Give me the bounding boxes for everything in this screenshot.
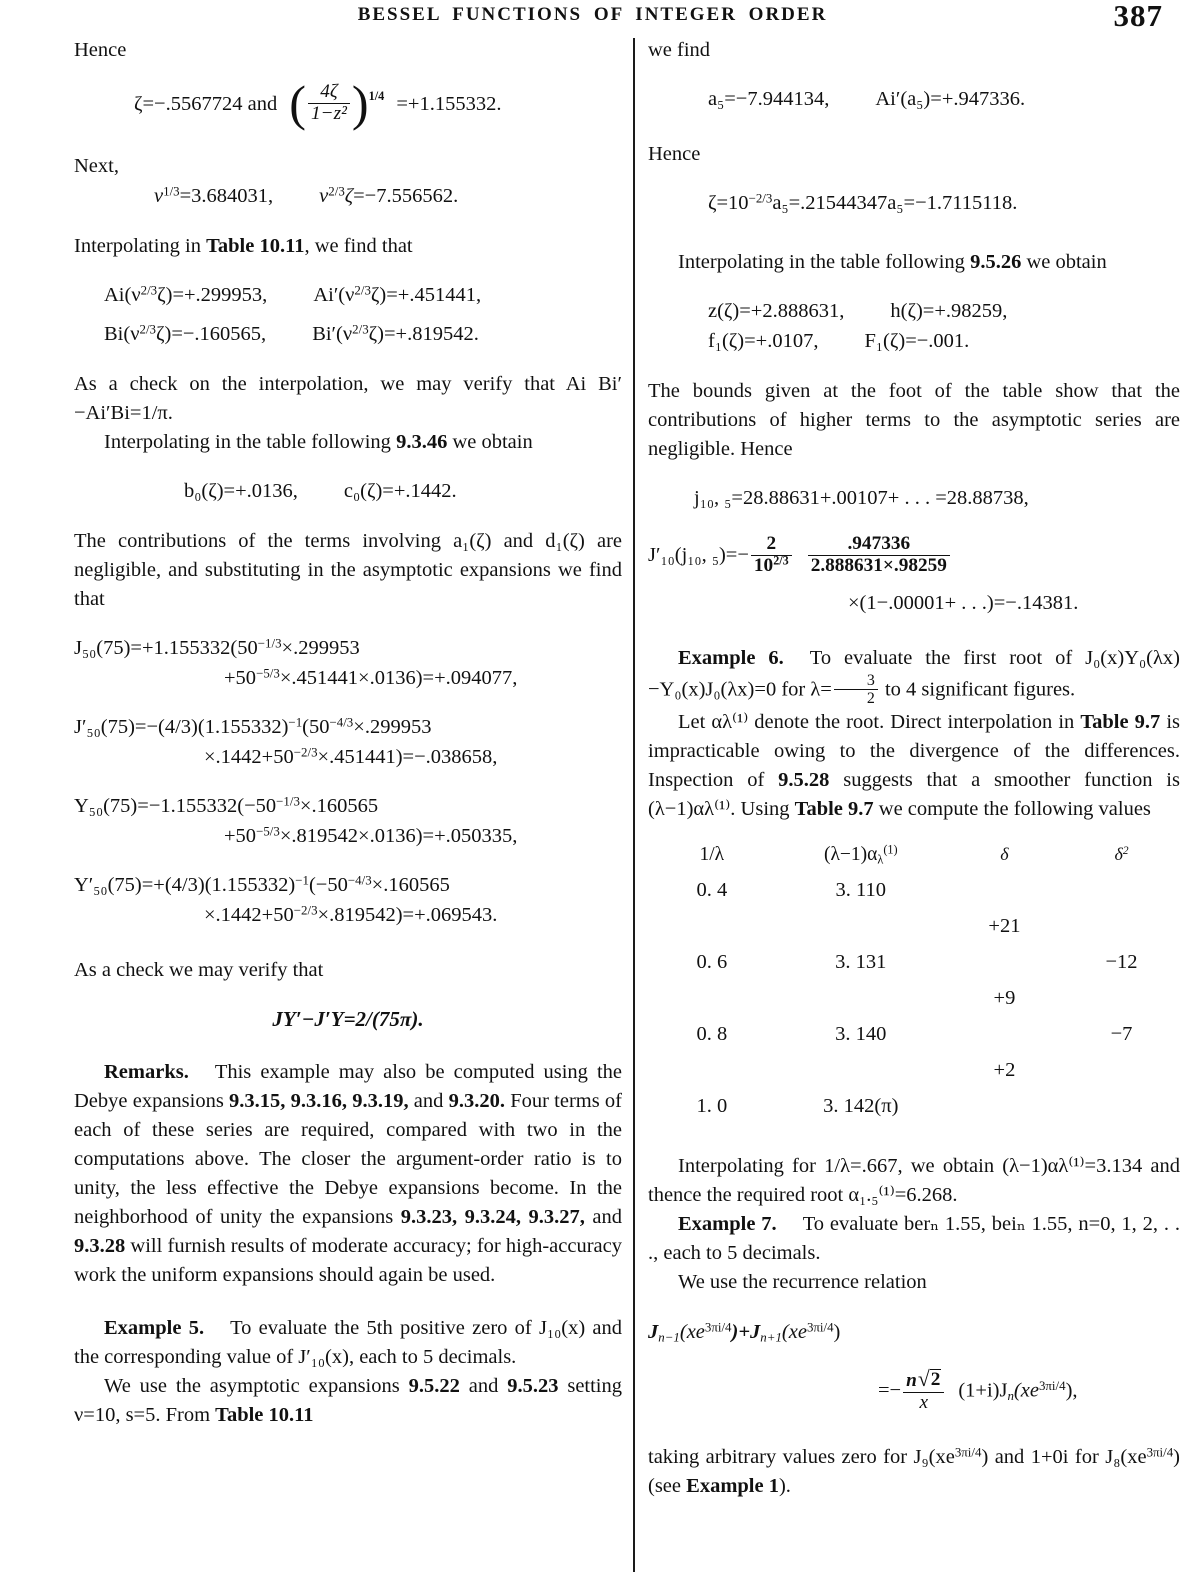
recur-sub-n-minus-1: n−1 (658, 1329, 680, 1345)
Y50-result: ×.819542×.0136)=+.050335, (279, 824, 518, 847)
J50-line1-rest: ×.299953 (281, 636, 360, 659)
ai-prime-symbol: Ai′ (313, 283, 339, 306)
cell-value (776, 980, 946, 1016)
zeta-exponent: −2/3 (748, 190, 773, 206)
example5-text-2a: We use the asymptotic expansions (104, 1374, 409, 1397)
example6-paragraph-2 (648, 708, 1180, 824)
interp-9526-post: we obtain (1021, 251, 1107, 273)
f1-zeta-value: f₁(ζ)=+.0107, (708, 330, 819, 352)
recur-arg-open-1: (xe (679, 1321, 705, 1344)
frac2-numerator: .947336 (847, 533, 911, 554)
example6-text-2d: we compute the following values (873, 798, 1151, 821)
fraction-2-over-10-two-thirds (751, 534, 792, 577)
recur-plus-J-2: )+J (731, 1321, 761, 1344)
equation-J50prime-line1 (74, 712, 622, 742)
recur-exponent-2: 3πi/4 (806, 1319, 834, 1335)
closing-paragraph (648, 1443, 1180, 1501)
next-label: Next, (74, 154, 119, 177)
Y50p-exponent-3: −2/3 (293, 901, 318, 917)
interp-9346-post: we obtain (447, 430, 533, 453)
header-col4-sup: 2 (1122, 845, 1129, 858)
table-row (648, 1052, 1180, 1088)
cell-value (776, 908, 946, 944)
frac1-numerator: 2 (766, 533, 777, 554)
big-parenthesis-group (289, 74, 385, 131)
cell-value: 3. 140 (835, 1023, 887, 1046)
ai-arg-exponent: 2/3 (140, 281, 158, 297)
Y50-exponent-2: −5/3 (256, 822, 280, 838)
fraction-n-sqrt2-over-x (903, 1368, 944, 1414)
nu-exponent-2: 2/3 (328, 182, 345, 198)
equation-zeta-quarter-power (74, 74, 622, 131)
Y50-line1-rest: ×.160565 (299, 794, 379, 817)
cell-delta2 (1063, 908, 1180, 944)
J50-lhs: J₅₀(75)=+1.155332(50 (74, 636, 258, 659)
recur-rhs-exponent: 3πi/4 (1038, 1377, 1066, 1393)
cell-x: 1. 0 (696, 1095, 728, 1118)
recur-J-1: J (648, 1321, 659, 1344)
aip-arg-close: ζ) (370, 283, 387, 306)
recur-arg-open-2: (xe (781, 1321, 807, 1344)
interpolating-table-1011-line: Interpolating in Table 10.11, we find that (74, 234, 413, 257)
header-col2-base: (λ−1)α (823, 844, 878, 866)
bi-value: =−.160565, (171, 322, 267, 345)
equation-J10prime-line1 (648, 535, 1180, 578)
equation-a5-row (648, 84, 1180, 114)
table-head (648, 840, 1180, 872)
equation-b0-c0 (74, 476, 622, 506)
cell-delta2 (1063, 1052, 1180, 1088)
J10p-lhs: J′₁₀(j₁₀, ₅)=− (648, 544, 749, 566)
ai-arg-close: ζ) (157, 283, 173, 306)
bi-prime-value: =+.819542. (383, 322, 479, 345)
cell-delta: +9 (993, 987, 1016, 1010)
Y50-line2-pre: +50 (224, 824, 257, 847)
zeta-value: ζ=−.5567724 and (134, 93, 278, 115)
ref-group-1: 9.3.15, 9.3.16, 9.3.19, (229, 1089, 409, 1112)
example5-text: To evaluate the 5th positive zero of J₁₀(x) and the corresponding value of J′₁₀(x), each to 5 decimals. (74, 1316, 622, 1368)
Y50p-lhs: Y′₅₀(75)=+(4/3)(1.155332) (74, 873, 296, 896)
recur-arg-close-2: ) (833, 1321, 841, 1344)
header-delta: δ (1000, 844, 1009, 865)
nu-symbol-2: ν (319, 184, 329, 207)
table-header-row (648, 840, 1180, 872)
bi-symbol: Bi (104, 322, 124, 345)
bi-arg-close: ζ) (155, 322, 172, 345)
ref-table-97-b: Table 9.7 (794, 798, 874, 821)
zeta-lhs: ζ=10 (708, 192, 749, 214)
cell-value: 3. 131 (835, 951, 887, 974)
table-ref-1011: Table 10.11 (206, 234, 305, 257)
bip-arg-close: ζ) (368, 322, 384, 345)
equation-zeta-a5 (648, 188, 1180, 218)
equation-Y50-line1 (74, 791, 622, 821)
J50p-line1-mid: (50 (302, 715, 330, 738)
nu-symbol-1: ν (154, 184, 164, 207)
ref-group-4: 9.3.28 (74, 1234, 126, 1257)
bip-arg-open: (ν (336, 322, 353, 345)
bi-arg-exponent: 2/3 (139, 320, 156, 336)
F1-zeta-value: F₁(ζ)=−.001. (864, 330, 970, 352)
cell-delta (946, 1088, 1063, 1124)
body-area (0, 36, 1185, 1572)
remarks-text-3: Four terms of each of these series are required, compared with two in the computations above. The closer the argument-order ratio is to unity, the less effective the Debye expansions become. In the neighborhood of unity the expansions (74, 1089, 622, 1228)
fraction-4zeta-over-1-minus-z2 (308, 82, 350, 125)
equation-Y50prime-line2 (74, 900, 622, 930)
nu-exponent-1: 1/3 (163, 182, 180, 198)
cell-x (648, 980, 776, 1016)
header-col2-sub: λ (877, 852, 884, 867)
Y50p-result: ×.819542)=+.069543. (317, 903, 498, 926)
table-row (648, 944, 1180, 980)
equation-j10-5: j₁₀, ₅=28.88631+.00107+ . . . =28.88738, (694, 487, 1029, 509)
header-col2-sup: (1) (883, 842, 898, 857)
check-verify-paragraph: As a check we may verify that (74, 958, 324, 981)
J50p-lhs: J′₅₀(75)=−(4/3)(1.155332) (74, 715, 289, 738)
interp-9346-pre: Interpolating in the table following (104, 430, 397, 453)
page-header (0, 0, 1185, 34)
fraction-947336-over-product (808, 534, 950, 577)
example7-paragraph (648, 1210, 1180, 1268)
cell-x (648, 1052, 776, 1088)
cell-value: 3. 142(π) (823, 1095, 899, 1118)
zeta-rest: a₅=.21544347a₅=−1.7115118. (772, 192, 1018, 214)
Y50p-line1-mid: (−50 (308, 873, 348, 896)
lambda-num: 3 (866, 671, 875, 689)
J50p-exponent-1: −1 (288, 713, 303, 729)
left-column (74, 36, 622, 1430)
aip-arg-exponent: 2/3 (354, 281, 371, 297)
J50-exponent-1: −1/3 (257, 634, 282, 650)
hence-label: Hence (74, 39, 127, 61)
lambda-den: 2 (834, 689, 878, 707)
table-row (648, 1016, 1180, 1052)
remarks-text-5: will furnish results of moderate accuracy; for high-accuracy work the uniform expansions should again be used. (74, 1234, 622, 1286)
ref-table-1011-b: Table 10.11 (215, 1403, 314, 1426)
frac-num-n-sqrt2 (903, 1368, 944, 1392)
ref-9526: 9.5.26 (970, 251, 1022, 273)
J50-result: ×.451441×.0136)=+.094077, (279, 666, 518, 689)
cell-delta (946, 872, 1063, 908)
table-row (648, 1088, 1180, 1124)
interpolating-9346-paragraph (74, 428, 622, 457)
cell-x (648, 908, 776, 944)
interpolating-9526-paragraph (648, 248, 1180, 277)
cell-x: 0. 4 (696, 879, 728, 902)
fraction-denominator: 1−z² (308, 103, 350, 125)
example6-text-2b: is impracticable owing to the divergence of the differences. Inspection of (648, 711, 1180, 792)
equation-J10prime-line2: ×(1−.00001+ . . .)=−.14381. (848, 591, 1079, 614)
frac1-den-exponent: 2/3 (773, 553, 789, 568)
ref-9522: 9.5.22 (408, 1374, 460, 1397)
running-head: BESSEL FUNCTIONS OF INTEGER ORDER (357, 4, 828, 25)
zeta-equation-result: =+1.155332. (396, 93, 502, 115)
J50p-exponent-3: −2/3 (293, 743, 318, 759)
example7-label: Example 7. (678, 1213, 777, 1236)
cell-delta2: −12 (1105, 951, 1138, 974)
aip-arg-open: (ν (338, 283, 355, 306)
table-row (648, 980, 1180, 1016)
fraction-three-halves (834, 672, 878, 708)
difference-table (648, 840, 1180, 1124)
a5-value: a₅=−7.944134, (708, 88, 830, 110)
frac2-denominator: 2.888631×.98259 (808, 555, 950, 577)
example5-paragraph-2 (74, 1372, 622, 1430)
cell-value (776, 1052, 946, 1088)
nu-cube-root-value: =3.684031, (179, 184, 274, 207)
Y50p-exponent-1: −1 (295, 871, 309, 887)
Y50p-line1-rest: ×.160565 (371, 873, 450, 896)
recur-rhs-sub-n: n (1007, 1388, 1014, 1404)
remarks-label: Remarks. (104, 1060, 189, 1083)
equation-J50prime-line2 (74, 742, 622, 772)
ai-symbol: Ai (104, 283, 125, 306)
zeta-symbol: ζ (344, 184, 354, 207)
example5-paragraph (74, 1314, 622, 1372)
example5-text-2b: and (459, 1374, 508, 1397)
cell-delta2: −7 (1110, 1023, 1133, 1046)
Y50-exponent-1: −1/3 (276, 792, 300, 808)
closing-exponent-2: 3πi/4 (1146, 1443, 1174, 1459)
table-row (648, 908, 1180, 944)
closing-exponent-1: 3πi/4 (954, 1443, 982, 1459)
sqrt-two (917, 1368, 941, 1392)
J50p-exponent-2: −4/3 (329, 713, 354, 729)
ref-example-1: Example 1 (686, 1474, 779, 1497)
equation-recurrence-line2 (648, 1369, 1180, 1415)
ref-table-97-a: Table 9.7 (1080, 711, 1161, 734)
equation-nu-powers (74, 181, 622, 211)
J50-exponent-2: −5/3 (256, 664, 280, 680)
table-row (648, 872, 1180, 908)
example6-text-2a: Let αλ⁽¹⁾ denote the root. Direct interpolation in (678, 711, 1081, 734)
equation-f1-F1-row (648, 326, 1180, 356)
equation-recurrence-line1 (648, 1317, 1180, 1347)
ref-9523: 9.5.23 (507, 1374, 559, 1397)
J50p-line2-pre: ×.1442+50 (204, 745, 294, 768)
cell-delta2 (1063, 1088, 1180, 1124)
example7-text: To evaluate berₙ 1.55, beiₙ 1.55, n=0, 1, 2, . . ., each to 5 decimals. (648, 1213, 1180, 1265)
radicand-two: 2 (930, 1369, 941, 1391)
right-paren: ) (351, 74, 369, 131)
equation-Y50-line2 (74, 821, 622, 851)
remarks-text-4: and (584, 1205, 623, 1228)
interpolation-result-paragraph: Interpolating for 1/λ=.667, we obtain (λ−1)αλ⁽¹⁾=3.134 and thence the required root α₁.₅⁽¹⁾=6.268. (648, 1155, 1180, 1207)
example6-text-a: To evaluate the first root of J₀(x)Y₀(λx)−Y₀(x)J₀(λx)=0 for λ= (648, 646, 1180, 701)
equation-J50-line2 (74, 663, 622, 693)
cell-delta2 (1063, 872, 1180, 908)
remarks-text-1: This example may also be computed using the Debye expansions (74, 1060, 622, 1112)
ref-group-2: 9.3.20. (448, 1089, 505, 1112)
right-column (648, 36, 1180, 1501)
recur-rhs-close: ), (1065, 1379, 1078, 1402)
hence-label-right: Hence (648, 143, 701, 165)
cell-x: 0. 6 (696, 951, 728, 974)
ai-value: =+.299953, (172, 283, 268, 306)
equation-Y50prime-line1 (74, 870, 622, 900)
closing-text-b: ) and 1+0i for J₈(xe (981, 1445, 1147, 1468)
example6-text-b: to 4 significant figures. (879, 678, 1076, 701)
Y50-lhs: Y₅₀(75)=−1.155332(−50 (74, 794, 277, 817)
cell-delta (946, 944, 1063, 980)
contributions-paragraph: The contributions of the terms involving a₁(ζ) and d₁(ζ) are negligible, and substituting in the asymptotic expansions we find that (74, 529, 622, 610)
n-symbol: n (906, 1370, 917, 1392)
equation-wronskian: JY′−J′Y=2/(75π). (272, 1006, 424, 1031)
equation-z-h-row (648, 296, 1180, 326)
remarks-paragraph (74, 1058, 622, 1290)
example6-text-2c: suggests that a smoother function is (λ−1)αλ⁽¹⁾. Using (648, 769, 1180, 821)
header-lambda-minus-one-alpha (776, 840, 946, 872)
ai-arg-open: (ν (124, 283, 141, 306)
cell-x: 0. 8 (696, 1023, 728, 1046)
nu-two-thirds-zeta-value: =−7.556562. (353, 184, 459, 207)
z-zeta-value: z(ζ)=+2.888631, (708, 300, 845, 322)
closing-text-c: ) (see (648, 1445, 1180, 1497)
equation-ai-row (74, 280, 622, 310)
wefind-label: we find (648, 39, 711, 61)
check-interpolation-paragraph: As a check on the interpolation, we may verify that Ai Bi′−Ai′Bi=1/π. (74, 372, 622, 424)
recur-rhs-arg-open: (xe (1013, 1379, 1039, 1402)
fraction-numerator: 4ζ (320, 81, 338, 102)
recur-sub-n-plus-1: n+1 (760, 1329, 782, 1345)
J50-line2-pre: +50 (224, 666, 257, 689)
cell-delta2 (1063, 980, 1180, 1016)
recur-equals-minus: =− (878, 1379, 902, 1402)
ai-prime-a5-value: Ai′(a₅)=+.947336. (875, 88, 1026, 110)
exponent-one-quarter: 1/4 (368, 89, 385, 103)
cell-delta: +21 (988, 915, 1021, 938)
equation-J50-line1 (74, 633, 622, 663)
cell-delta: +2 (993, 1059, 1016, 1082)
example5-text-2c: setting ν=10, s=5. From (74, 1374, 623, 1426)
frac1-den-base: 10 (753, 554, 774, 576)
ref-9346: 9.3.46 (396, 430, 448, 453)
column-divider (633, 38, 635, 1572)
Y50p-line2-pre: ×.1442+50 (204, 903, 294, 926)
remarks-text-2: and (408, 1089, 449, 1112)
ai-prime-value: =+.451441, (386, 283, 482, 306)
table-body (648, 872, 1180, 1124)
bounds-paragraph: The bounds given at the foot of the table show that the contributions of higher terms to the asymptotic series are negligible. Hence (648, 380, 1180, 460)
example6-label: Example 6. (678, 646, 784, 669)
header-col4-base: δ (1114, 844, 1123, 865)
ref-9528: 9.5.28 (778, 769, 830, 792)
interp-9526-pre: Interpolating in the table following (678, 251, 971, 273)
recurrence-intro-paragraph: We use the recurrence relation (678, 1271, 927, 1294)
closing-text-d: ). (778, 1474, 791, 1497)
Y50p-exponent-2: −4/3 (347, 871, 372, 887)
frac1-denominator (751, 555, 792, 577)
bip-arg-exponent: 2/3 (352, 320, 369, 336)
J50p-result: ×.451441)=−.038658, (317, 745, 498, 768)
h-zeta-value: h(ζ)=+.98259, (890, 300, 1008, 322)
b0-value: b₀(ζ)=+.0136, (184, 479, 298, 502)
example6-paragraph (648, 644, 1180, 709)
ref-group-3: 9.3.23, 9.3.24, 9.3.27, (400, 1205, 585, 1228)
bi-arg-open: (ν (123, 322, 140, 345)
header-delta-squared (1063, 840, 1180, 872)
left-paren: ( (289, 74, 306, 131)
cell-value: 3. 110 (835, 879, 887, 902)
example5-label: Example 5. (104, 1316, 205, 1339)
recur-exponent-1: 3πi/4 (704, 1319, 732, 1335)
recur-rhs-a: (1+i)J (958, 1379, 1008, 1402)
equation-bi-row (74, 319, 622, 349)
header-one-over-lambda: 1/λ (699, 844, 725, 866)
page-number: 387 (1113, 0, 1163, 33)
closing-text-a: taking arbitrary values zero for J₉(xe (648, 1445, 955, 1468)
frac-den-x: x (903, 1392, 944, 1414)
radical-sign-icon: √ (917, 1367, 930, 1392)
cell-delta (946, 1016, 1063, 1052)
c0-value: c₀(ζ)=+.1442. (343, 479, 457, 502)
J50p-line1-rest: ×.299953 (353, 715, 432, 738)
bi-prime-symbol: Bi′ (312, 322, 337, 345)
